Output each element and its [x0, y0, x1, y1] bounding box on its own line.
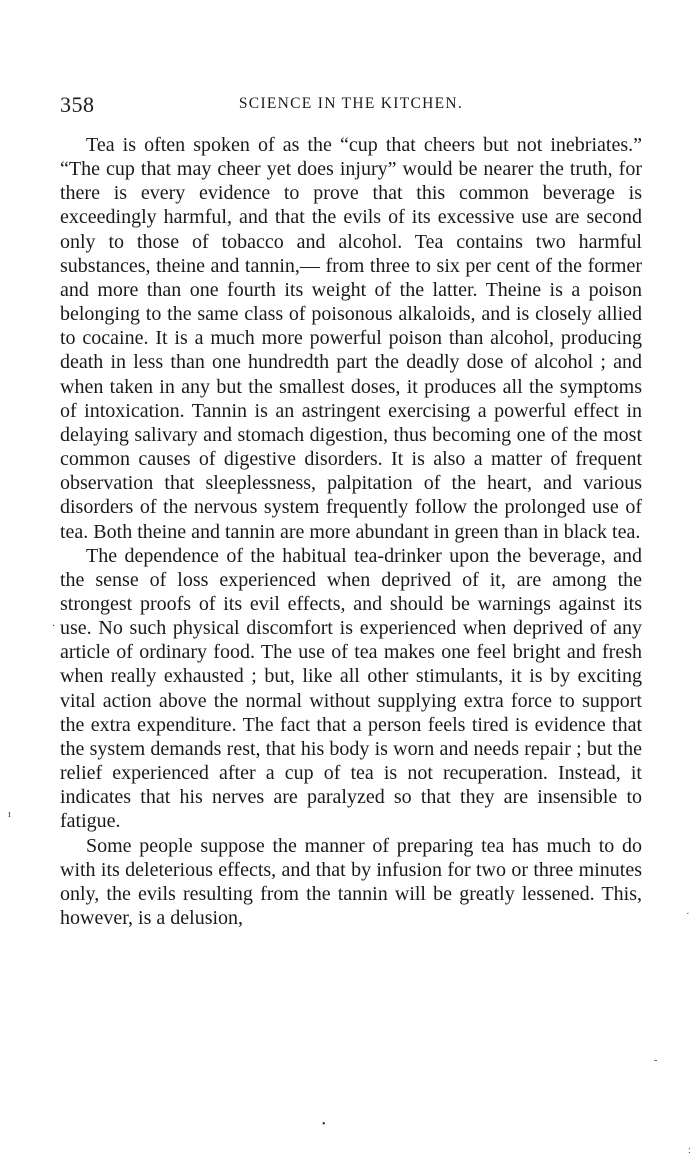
paragraph-tea-harm: Tea is often spoken of as the “cup that cheers but not inebriates.” “The cup that may cheer yet does injury” would be nearer the truth, for there is every evidence to prove that this common beverage is exceedingly harmful, and that the evils of its excessive use are second only to those of tobacco and alcohol. Tea contains two harmful substances, theine and tannin,— from three to six per cent of the former and more than one fourth its weight of the latter. Theine is a poison belonging to the same class of poisonous alkaloids, and is closely allied to cocaine. It is a much more powerful poison than alcohol, producing death in less than one hundredth part the deadly dose of alcohol ; and when taken in any but the smallest doses, it produces all the symptoms of intoxication. Tannin is an astringent exercising a powerful effect in delaying salivary and stomach digestion, thus becoming one of the most common causes of digestive disorders. It is also a matter of frequent observation that sleeplessness, palpitation of the heart, and various disorders of the nervous system frequently follow the prolonged use of tea. Both theine and tannin are more abundant in green than in black tea.	[60, 134, 642, 543]
scan-speck: ı	[8, 809, 11, 820]
scan-speck: •	[322, 1119, 326, 1130]
scan-speck: -	[654, 1055, 658, 1066]
paragraph-tea-preparation: Some people suppose the manner of preparing tea has much to do with its deleterious effects, and that by infusion for two or three minutes only, the evils resulting from the tannin will be greatly lessened. This, however, is a delusion,	[60, 834, 642, 929]
page-header	[60, 92, 642, 118]
body-text	[60, 133, 642, 930]
scan-speck: ·	[52, 621, 56, 632]
running-head: SCIENCE IN THE KITCHEN.	[238, 95, 464, 112]
scan-speck: ˯	[686, 904, 690, 915]
page-number: 358	[60, 92, 95, 117]
scan-speck: ˸	[688, 1147, 691, 1158]
paragraph-tea-dependence: The dependence of the habitual tea-drinker upon the beverage, and the sense of loss experienced when deprived of it, are among the strongest proofs of its evil effects, and should be warnings against its use. No such physical discomfort is experienced when deprived of any article of ordinary food. The use of tea makes one feel bright and fresh when really exhausted ; but, like all other stimulants, it is by exciting vital action above the normal without supplying extra force to support the extra expenditure. The fact that a person feels tired is evidence that the system demands rest, that his body is worn and needs repair ; but the relief experienced after a cup of tea is not recuperation. Instead, it indicates that his nerves are paralyzed so that they are insensible to fatigue.	[60, 544, 642, 833]
